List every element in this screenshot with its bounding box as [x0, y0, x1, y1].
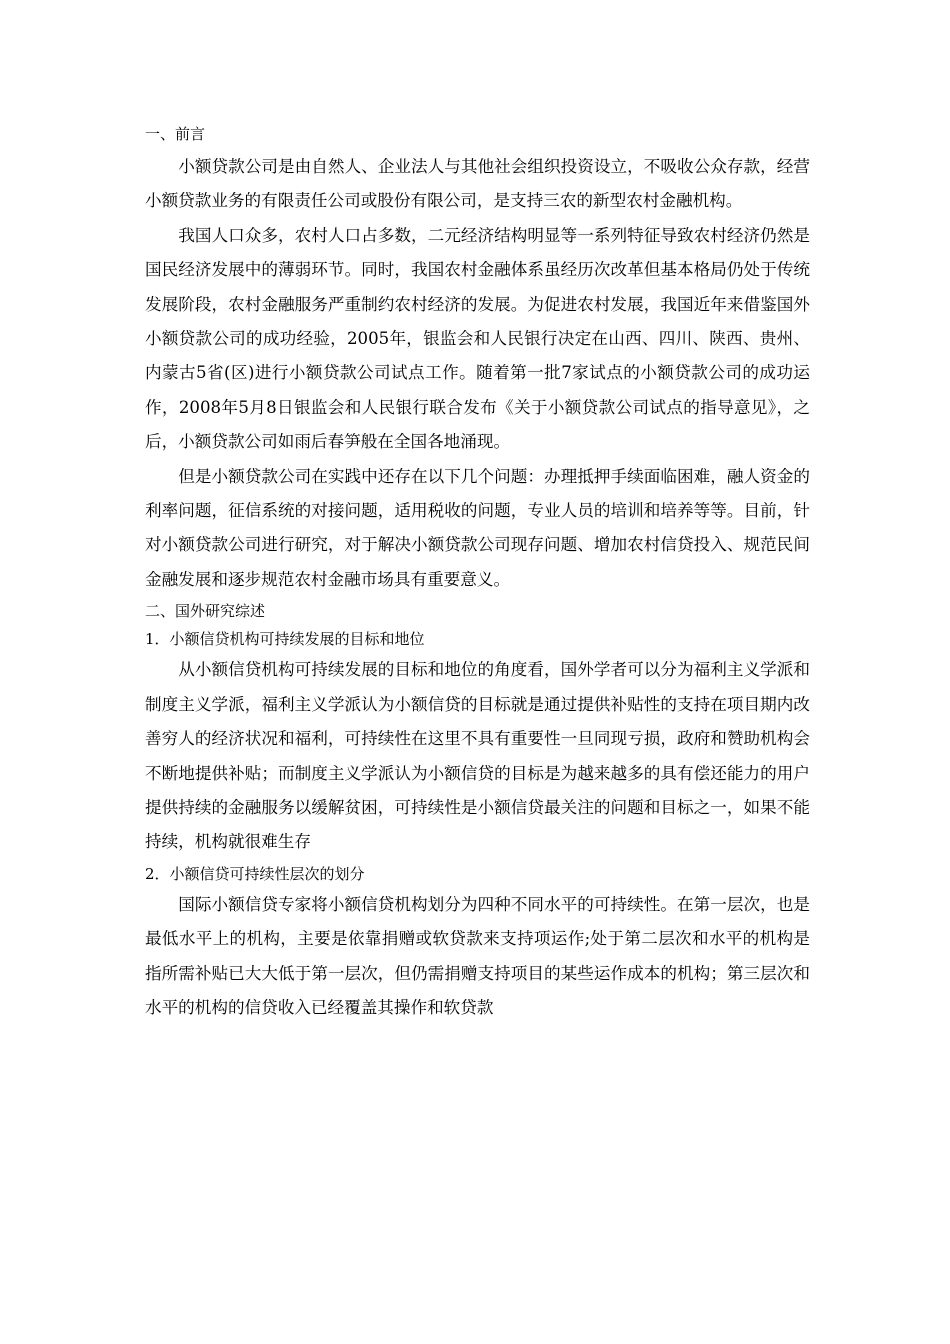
section-heading-review: 二、国外研究综述 — [145, 602, 266, 621]
paragraph-preface-3: 但是小额贷款公司在实践中还存在以下几个问题：办理抵押手续面临困难，融人资金的利率问题，征信系统的对接问题，适用税收的问题，专业人员的培训和培养等等。目前，针对小额贷款公司进行研究，对于解决小额贷款公司现存问题、增加农村信贷投入、规范民间金融发展和逐步规范农村金融市场具有重要意义。 — [145, 466, 810, 589]
paragraph-preface-2: 我国人口众多，农村人口占多数，二元经济结构明显等一系列特征导致农村经济仍然是国民经济发展中的薄弱环节。同时，我国农村金融体系虽经历次改革但基本格局仍处于传统发展阶段，农村金融服务严重制约农村经济的发展。为促进农村发展，我国近年来借鉴国外小额贷款公司的成功经验，2005年，银监会和人民银行决定在山西、四川、陕西、贵州、内蒙古5省(区)进行小额贷款公司试点工作。随着第一批7家试点的小额贷款公司的成功运作，2008年5月8日银监会和人民银行联合发布《关于小额贷款公司试点的指导意见》，之后，小额贷款公司如雨后春笋般在全国各地涌现。 — [145, 225, 810, 452]
section-heading-preface: 一、前言 — [145, 125, 206, 143]
subsection-heading-2: 2．小额信贷可持续性层次的划分 — [145, 864, 365, 883]
subsection-heading-1: 1．小额信贷机构可持续发展的目标和地位 — [145, 630, 425, 649]
paragraph-subsection-2: 国际小额信贷专家将小额信贷机构划分为四种不同水平的可持续性。在第一层次，也是最低水平上的机构，主要是依靠捐赠或软贷款来支持项运作;处于第二层次和水平的机构是指所需补贴已大大低于第一层次，但仍需捐赠支持项目的某些运作成本的机构；第三层次和水平的机构的信贷收入已经覆盖其操作和软贷款 — [145, 894, 810, 1017]
document-body — [145, 120, 810, 1025]
paragraph-subsection-1: 从小额信贷机构可持续发展的目标和地位的角度看，国外学者可以分为福利主义学派和制度主义学派，福利主义学派认为小额信贷的目标就是通过提供补贴性的支持在项目期内改善穷人的经济状况和福利，可持续性在这里不具有重要性一旦同现亏损，政府和赞助机构会不断地提供补贴；而制度主义学派认为小额信贷的目标是为越来越多的具有偿还能力的用户提供持续的金融服务以缓解贫困，可持续性是小额信贷最关注的问题和目标之一，如果不能持续，机构就很难生存 — [145, 660, 810, 852]
paragraph-preface-1: 小额贷款公司是由自然人、企业法人与其他社会组织投资设立，不吸收公众存款，经营小额贷款业务的有限责任公司或股份有限公司，是支持三农的新型农村金融机构。 — [145, 157, 810, 211]
